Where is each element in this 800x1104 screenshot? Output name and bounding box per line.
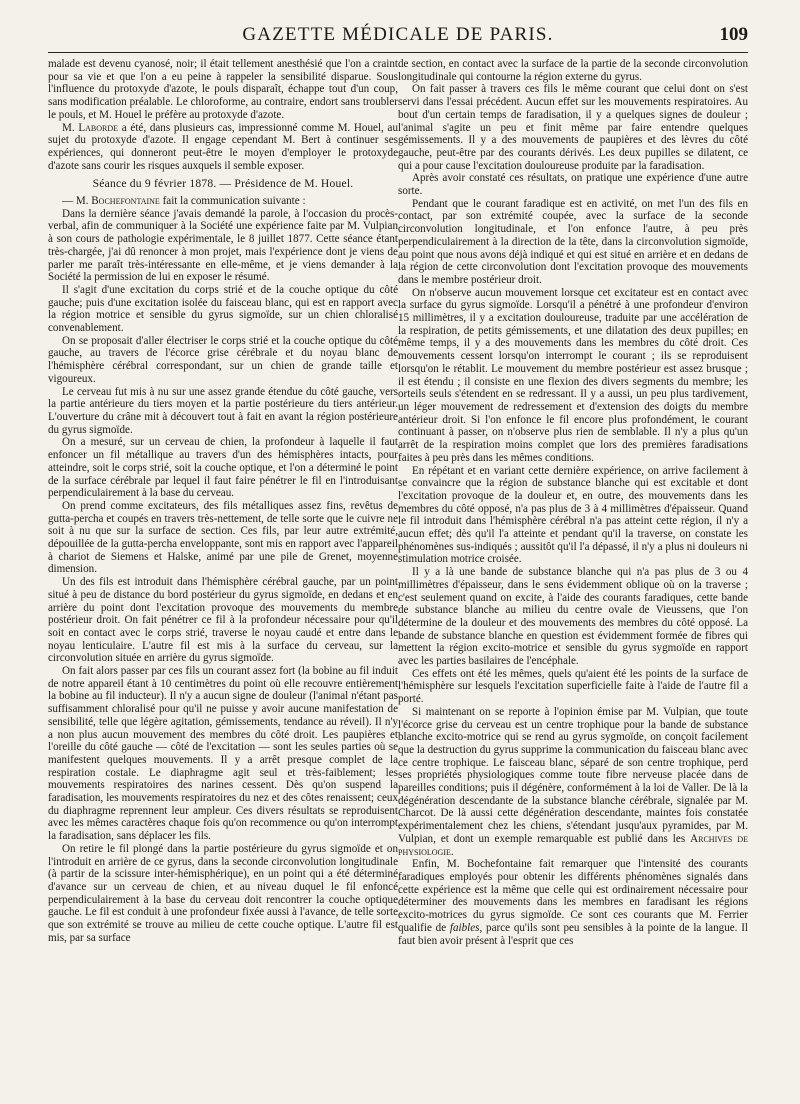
paragraph-text: fait la communication suivante : (159, 195, 306, 208)
paragraph: On n'observe aucun mouvement lorsque cet excitateur est en contact avec la surface du gyrus sigmoïde. Lorsqu'il a pénétré à une profondeur d'environ 15 millimètres, il y a excitation douloureuse, traduite par une accélération de la respiration, de petits gémissements, et une dilatation des deux pupilles; en même temps, il y a des mouvements dans les membres du côté droit. Ces mouvements cessent lorsqu'on interrompt le courant ; ils se reproduisent lorsqu'on le rétablit. Le mouvement du membre postérieur est assez brusque ; il est étendu ; il consiste en une flexion des divers segments du membre; les orteils seuls s'étendent en se redressant. Il y a aussi, un peu plus tardivement, un léger mouvement de redressement et d'extension des doigts du membre antérieur droit. Si l'on enfonce le fil encore plus profondément, le courant continuant à passer, on n'observe plus rien de semblable. Il n'y a plus qu'un arrêt de la respiration moins complet que lors des premières faradisations faites à peu près dans les mêmes conditions. (398, 286, 748, 464)
paragraph: On a mesuré, sur un cerveau de chien, la profondeur à laquelle il faut enfoncer un fil métallique au travers d'un des hémisphères intacts, pour atteindre, soit le corps strié, soit la couche optique, et l'on a déterminé le point de la surface cérébrale par lequel il faut faire pénétrer le fil en l'introduisant perpendiculairement à la base du cerveau. (48, 436, 398, 500)
journal-title: GAZETTE MÉDICALE DE PARIS. (242, 24, 554, 45)
paragraph: de section, en contact avec la surface de la partie de la seconde circonvolution longitudinale qui contourne la région externe du gyrus. (398, 58, 748, 83)
paragraph-text: a été, dans plusieurs cas, impressionné comme M. Houel, au sujet du protoxyde d'azote. Il engage cependant M. Bert à continuer ses expériences, qui donneront peut-être le moyen d'employer le protoxyde d'azote sans courir les risques auxquels il semble exposer. (48, 121, 398, 172)
paragraph: On fait alors passer par ces fils un courant assez fort (la bobine au fil induit de notre appareil étant à 10 centimètres du point où elle recouvre entièrement la bobine au fil inducteur). Il n'y a aucun signe de douleur (l'animal n'étant pas suffisamment chloralisé pour qu'il ne puisse y avoir aucune manifestation de sensibilité, telle que légère agitation, gémissements, tendance au réveil). Il n'y a non plus aucun mouvement des membres du côté droit. Les paupières et l'oreille du côté gauche — côté de l'excitation — sont les seules parties où se manifestent quelques mouvements. Il y a arrêt presque complet de la respiration costale. Le diaphragme agit seul et très-faiblement; les mouvements respiratoires des narines cessent. Dès qu'on suspend la faradisation, les mouvements respiratoires du nez et des côtes renaissent; ceux du diaphragme reprennent leur ampleur. Ces divers résultats se reproduisent avec les mêmes caractères chaque fois qu'on recommence ou qu'on interrompt la faradisation, sans déplacer les fils. (48, 665, 398, 843)
paragraph: On prend comme excitateurs, des fils métalliques assez fins, revêtus de gutta-percha et coupés en travers très-nettement, de telle sorte que le cuivre ne soit à nu que sur la surface de section. Ces fils, par leur autre extrémité, dépouillée de la gutta-percha enveloppante, sont mis en rapport avec l'appareil à chariot de Siemens et Halske, animé par une pile de Grenet, moyenne dimension. (48, 499, 398, 576)
speaker-name: — M. Bochefontaine (62, 195, 160, 208)
paragraph-text: , parce qu'ils sont peu sensibles à la pointe de la langue. Il faut bien avoir présent à l'esprit que ces (398, 921, 748, 947)
paragraph (48, 195, 398, 208)
speaker-name: M. Laborde (62, 121, 119, 134)
paragraph: On retire le fil plongé dans la partie postérieure du gyrus sigmoïde et on l'introduit en arrière de ce gyrus, dans la seconde circonvolution longitudinale (à partir de la scissure inter-hémisphérique), en un point qui a été déterminé d'avance sur un cerveau de chien, et au niveau duquel le fil enfoncé perpendiculairement à la base du cerveau doit rencontrer la couche optique gauche. Le fil est conduit à une profondeur fixée aussi à l'avance, de telle sorte que son extrémité se trouve au milieu de cette couche optique. L'autre fil est mis, par sa surface (48, 842, 398, 944)
right-column (398, 58, 748, 1064)
paragraph-text: Enfin, M. Bochefontaine fait remarquer que l'intensité des courants faradiques employés pour obtenir les différents phénomènes signalés dans cette expérience est la même que celle qui est ordinairement nécessaire pour déterminer des mouvements dans les membres en faradisant les régions excito-motrices du gyrus sigmoïde. Ce sont ces courants que M. Ferrier qualifie de (398, 858, 748, 934)
paragraph: Un des fils est introduit dans l'hémisphère cérébral gauche, par un point situé à peu de distance du bord postérieur du gyrus sigmoïde, en dedans et en arrière du point dont l'excitation provoque des mouvements du membre postérieur droit. On fait pénétrer ce fil à la profondeur nécessaire pour qu'il soit en contact avec le corps strié, traverse le noyau caudé et entre dans le noyau lenticulaire. L'autre fil est mis à la surface du cerveau, sur la circonvolution située en arrière du gyrus sigmoïde. (48, 576, 398, 665)
left-column (48, 58, 398, 1064)
paragraph: Pendant que le courant faradique est en activité, on met l'un des fils en contact, par son extrémité coupée, avec la surface de la seconde circonvolution longitudinale, et l'on enfonce l'autre, à peu près perpendiculairement à la direction de la tête, dans la circonvolution sigmoïde, au point que nous avons déjà indiqué et qui est situé en arrière et en dedans de la région de cette circonvolution dont l'excitation provoque des mouvements dans le membre postérieur droit. (398, 197, 748, 286)
article-columns (48, 58, 748, 1064)
italic-term: faibles (449, 921, 480, 934)
paragraph: Le cerveau fut mis à nu sur une assez grande étendue du côté gauche, vers la partie antérieure du tiers moyen et la partie postérieure du tiers antérieur. L'ouverture du crâne mit à découvert tout à fait en avant la région postérieure du gyrus sigmoïde. (48, 385, 398, 436)
paragraph: Après avoir constaté ces résultats, on pratique une expérience d'une autre sorte. (398, 172, 748, 198)
paragraph (48, 122, 398, 173)
paragraph: Ces effets ont été les mêmes, quels qu'aient été les points de la surface de l'hémisphère sur lesquels l'excitation superficielle faite à l'aide de l'autre fil a porté. (398, 667, 748, 706)
paragraph: Il y a là une bande de substance blanche qui n'a pas plus de 3 ou 4 millimètres d'épaisseur, dans le sens évidemment oblique où on la traverse ; c'est seulement quand on excite, à l'aide des courants faradiques, cette bande de substance blanche au milieu du centre ovale de Vieussens, que l'on détermine de la douleur et des mouvements des membres du côté opposé. La bande de substance blanche en question est évidemment formée de fibres qui mettent la région excito-motrice et sensible du gyrus sygmoïde en rapport avec les parties basilaires de l'encéphale. (398, 566, 748, 668)
paragraph (398, 858, 748, 947)
paragraph-text: Si maintenant on se reporte à l'opinion émise par M. Vulpian, que toute l'écorce grise du cerveau est un centre trophique pour la bande de substance blanche excito-motrice qui se rend au gyrus sygmoïde, on conçoit facilement que la destruction du gyrus supprime la communication du faisceau blanc avec ce centre trophique. Le faisceau blanc, séparé de son centre trophique, perd ses propriétés physiologiques comme toute fibre nerveuse placée dans de pareilles conditions; puis il dégénère, conformément à la loi de Valler. De là la dégénération descendante de la substance blanche cérébrale, signalée par M. Charcot. De là aussi cette dégénération descendante, maintes fois constatée expérimentalement chez les chiens, s'étendant jusqu'aux pyramides, par M. Vulpian, et dont un exemple remarquable est publié dans les (398, 705, 748, 845)
paragraph: On fait passer à travers ces fils le même courant que celui dont on s'est servi dans l'essai précédent. Aucun effet sur les mouvements respiratoires. Au bout d'un certain temps de faradisation, il y a quelques signes de douleur ; l'animal s'agite un peu et finit même par faire entendre quelques gémissements. Il y a des mouvements de paupières et des lèvres du côté gauche, peut-être par des courants dérivés. Les deux pupilles se dilatent, ce qui a pour cause l'excitation douloureuse produite par la faradisation. (398, 83, 748, 172)
paragraph: En répétant et en variant cette dernière expérience, on arrive facilement à se convaincre que la région de substance blanche qui est excitable et dont l'excitation provoque de la douleur et, en outre, des mouvements dans les membres du côté opposé, n'a pas plus de 3 à 4 millimètres d'épaisseur. Quand le fil introduit dans l'hémisphère cérébral n'a pas atteint cette région, il n'y a aucun effet; dès qu'il l'a atteinte et pendant qu'il la traverse, on constate les phénomènes sus-indiqués ; aussitôt qu'il l'a dépassé, il n'y a plus ni douleurs ni stimulation motrice croisée. (398, 464, 748, 566)
session-heading: Séance du 9 février 1878. — Présidence de M. Houel. (92, 177, 354, 191)
page-header (48, 22, 748, 53)
paragraph: Dans la dernière séance j'avais demandé la parole, à l'occasion du procès-verbal, afin de communiquer à la Société une expérience faite par M. Vulpian à son cours de pathologie expérimentale, le 8 juillet 1877. Cette séance étant très-chargée, j'ai dû renoncer à mon projet, mais l'expérience dont je viens de parler me paraît très-intéressante en elle-même, et je viens demander à la Société la permission de lui en exposer le résumé. (48, 207, 398, 284)
journal-reference: Archives de physiologie (398, 832, 748, 858)
paragraph: malade est devenu cyanosé, noir; il était tellement anesthésié que l'on a craint pour sa vie et que l'on a eu peine à rappeler la sensibilité disparue. Sous l'influence du protoxyde d'azote, le pouls disparaît, échappe tout d'un coup, sans modification préalable. Le chloroforme, au contraire, endort sans troubler le pouls, et M. Houel le préfère au protoxyde d'azote. (48, 58, 398, 121)
paragraph: Il s'agit d'une excitation du corps strié et de la couche optique du côté gauche; puis d'une excitation isolée du faisceau blanc, qui est en rapport avec la région motrice et sensible du gyrus sigmoïde, sur un chien chloralisé convenablement. (48, 283, 398, 335)
paragraph: On se proposait d'aller électriser le corps strié et la couche optique du côté gauche, au travers de l'écorce grise cérébrale et du noyau blanc de l'hémisphère cérébral correspondant, sur un chien de grande taille et vigoureux. (48, 334, 398, 385)
page-number: 109 (719, 24, 748, 45)
paragraph (398, 706, 748, 858)
paragraph-text: . (450, 845, 454, 858)
